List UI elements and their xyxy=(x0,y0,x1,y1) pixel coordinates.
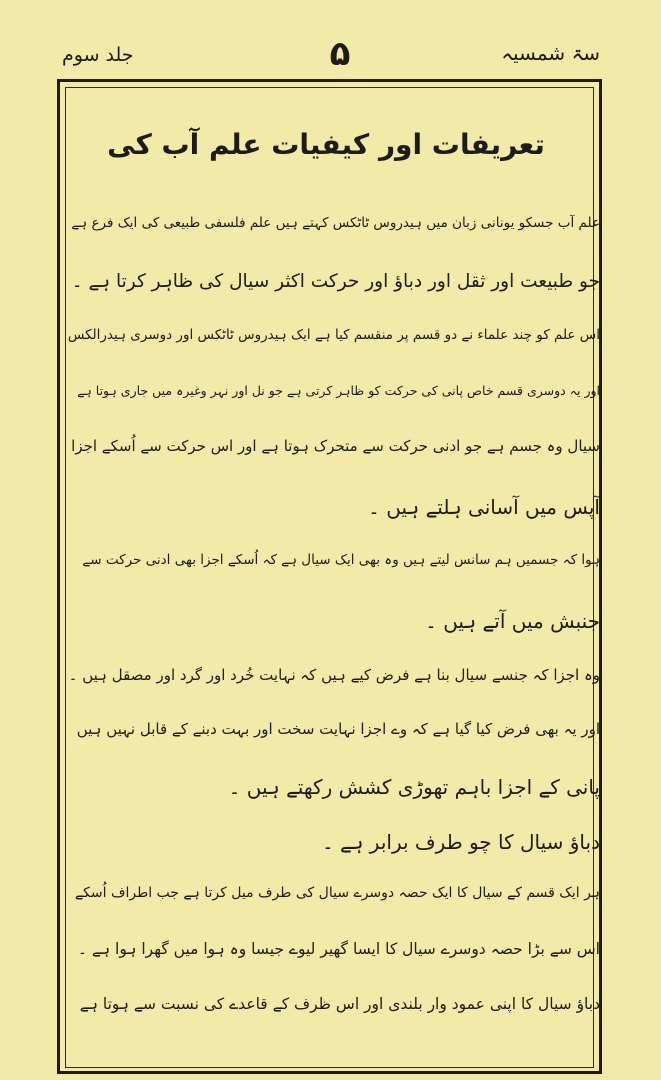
text-line: دباؤ سیال کا چو طرف برابر ہے ۔ xyxy=(321,830,600,854)
text-line: اس علم کو چند علماء نے دو قسم پر منقسم کیا ہے ایک ہیدروس ٹاٹکس اور دوسری ہیدرالکس xyxy=(67,327,600,343)
text-line: جو طبیعت اور ثقل اور دباؤ اور حرکت اکثر سیال کی ظاہر کرتا ہے ۔ xyxy=(71,271,600,292)
text-line: آپس میں آسانی ہلتے ہیں ۔ xyxy=(368,495,600,519)
page-title: تعریفات اور کیفیات علم آب کی xyxy=(107,128,545,161)
text-line: ہر ایک قسم کے سیال کا ایک حصہ دوسرے سیال کی طرف میل کرتا ہے جب اطراف اُسکے xyxy=(74,885,600,901)
text-line: جنبش میں آتے ہیں ۔ xyxy=(425,609,600,633)
text-line: دباؤ سیال کا اپنی عمود وار بلندی اور اس ظرف کے قاعدے کی نسبت سے ہوتا ہے xyxy=(79,995,600,1013)
body-text xyxy=(68,215,600,1035)
page-number: ۵ xyxy=(329,34,351,74)
running-header: سۃ شمسیہ xyxy=(501,41,600,65)
text-line: اور یہ دوسری قسم خاص پانی کی حرکت کو ظاہر کرتی ہے جو نل اور نہر وغیرہ میں جاری ہوتا ہے xyxy=(77,383,600,398)
text-line: وہ اجزا کہ جنسے سیال بنا ہے فرض کیے ہیں کہ نہایت خُرد اور گرد اور مصقل ہیں ۔ xyxy=(68,666,600,684)
text-line: پانی کے اجزا باہم تھوڑی کشش رکھتے ہیں ۔ xyxy=(228,775,600,799)
text-line: علم آب جسکو یونانی زبان میں ہیدروس ٹاٹکس کہتے ہیں علم فلسفی طبیعی کی ایک فرع ہے xyxy=(71,215,600,231)
volume-label: جلد سوم xyxy=(62,44,134,66)
text-line: سیال وہ جسم ہے جو ادنی حرکت سے متحرک ہوتا ہے اور اس حرکت سے اُسکے اجزا xyxy=(71,437,600,455)
text-line: ہوا کہ جسمیں ہم سانس لیتے ہیں وہ بھی ایک سیال ہے کہ اُسکے اجزا بھی ادنی حرکت سے xyxy=(82,552,600,568)
text-line: اس سے بڑا حصہ دوسرے سیال کا ایسا گھیر لیوے جیسا وہ ہوا میں گھرا ہوا ہے ۔ xyxy=(77,940,600,958)
text-line: اور یہ بھی فرض کیا گیا ہے کہ وے اجزا نہایت سخت اور بہت دبنے کے قابل نہیں ہیں xyxy=(76,720,600,738)
